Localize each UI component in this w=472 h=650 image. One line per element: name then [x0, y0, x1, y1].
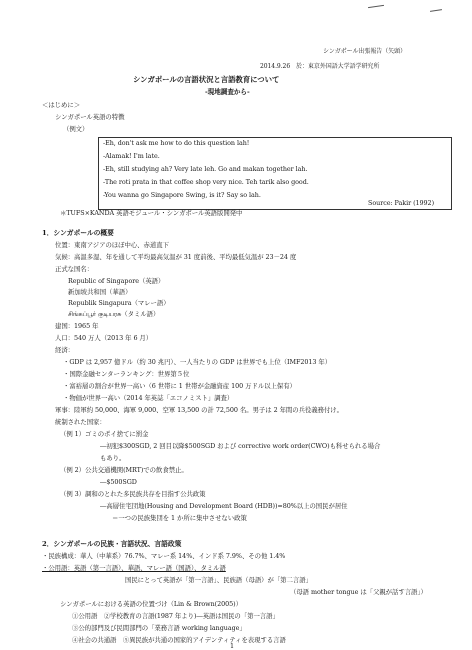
first-second-language-line: 国民にとって英語が「第一言語」、民族語（母語）が「第二言語」	[125, 576, 312, 584]
section-1-heading: 1．シンガポールの概要	[42, 229, 114, 237]
example-label: （例文）	[63, 125, 89, 133]
example-sentence: -The roti prata in that coffee shop very nice. Teh tarik also good.	[103, 178, 309, 186]
intro-heading: ＜はじめに＞	[42, 101, 81, 109]
official-languages-line: ・公用語：英語（第一言語）、華語、マレー語（国語）、タミル語	[42, 564, 226, 572]
english-role-item: ④社会の共通語 ⑤異民族が共通の国家的アイデンティティを表現する言語	[72, 636, 286, 644]
report-label: シンガポール出張報告（矢頭）	[323, 48, 407, 55]
date-author-line: 2014.9.26 於：東京外国語大学語学研究所	[260, 63, 380, 70]
example-3-line: （例 3）調和のとれた多民族共存を目指す公共政策	[60, 490, 206, 498]
example-1-detail-cont: もあり。	[100, 454, 126, 462]
example-sentence: -Alamak! I'm late.	[103, 152, 160, 160]
ethnic-composition-line: ・民族構成：華人（中華系）76.7%、マレー系 14%、インド系 7.9%、その他 1.4%	[42, 552, 286, 560]
economy-item: ・富裕層の割合が世界一高い（6 世帯に 1 世帯が金融資産 100 万ドル以上保有）	[63, 382, 296, 390]
climate-line: 気候：高温多湿、年を通して平均最高気温が 31 度前後、平均最低気温が 23－24 度	[55, 253, 297, 261]
scan-mark	[430, 9, 442, 12]
example-2-detail: ―$500SGD	[100, 478, 137, 486]
population-line: 人口：540 万人（2013 年 6 月）	[55, 334, 153, 342]
section-2-heading: 2．シンガポールの民族・言語状況、言語政策	[42, 540, 182, 548]
economy-item: ・物価が世界一高い（2014 年英誌「エコノミスト」調査）	[63, 394, 234, 402]
example-1-line: （例 1）ゴミのポイ捨てに罰金	[60, 430, 149, 438]
economy-item: ・GDP は 2,957 億ドル（約 30 兆円）、一人当たりの GDP は世界でも上位（IMF2013 年）	[63, 358, 332, 366]
mother-tongue-note: （母語 mother tongue は「父親が話す言語」）	[290, 588, 427, 596]
example-source: Source: Pakir (1992)	[368, 199, 435, 207]
feature-label: シンガポール英語の特徴	[55, 113, 125, 121]
example-sentence: -Eh, still studying ah? Very late leh. Go and makan together lah.	[103, 165, 308, 173]
example-1-detail: ―初犯$300SGD, 2 回目以降$500SGD および corrective work order(CWO)も科せられる場合	[100, 442, 381, 450]
english-role-item: ①公用語 ②学校教育の言語(1987 年より)―英語は国民の「第一言語」	[72, 612, 279, 620]
official-name-english: Republic of Singapore（英語）	[68, 277, 165, 285]
official-name-malay: Republik Singapura（マレー語）	[68, 299, 170, 307]
military-line: 軍事：陸軍約 50,000、海軍 9,000、空軍 13,500 の計 72,500 名。男子は 2 年間の兵役義務付け。	[55, 406, 343, 414]
scan-mark	[368, 5, 384, 8]
economy-label: 経済：	[55, 346, 75, 354]
example-3-detail: ―高層住宅団地(Housing and Development Board (HDB))=80%以上の国民が居住	[100, 502, 348, 510]
example-sentence: -You wanna go Singapore Swing, is it? Say so lah.	[103, 191, 261, 199]
controlled-state-label: 統制された国家：	[55, 418, 106, 426]
example-sentence: -Eh, don't ask me how to do this question lah!	[103, 139, 250, 147]
official-name-label: 正式な国名：	[55, 265, 94, 273]
document-title: シンガポールの言語状況と言語教育について	[133, 75, 280, 84]
document-subtitle: -現地調査から-	[205, 88, 250, 96]
example-3-detail-cont: ＝一つの民族集団を 1 か所に集中させない政策	[112, 514, 247, 522]
official-name-tamil: சிங்கப்பூர் குடியரசு（タミル語）	[68, 310, 160, 318]
economy-item: ・国際金融センターランキング：世界第５位	[63, 370, 190, 378]
english-position-label: シンガポールにおける英語の位置づけ（Lin & Brown(2005)）	[60, 600, 242, 608]
official-name-chinese: 新加坡共和国（華語）	[68, 288, 132, 296]
example-2-line: （例 2）公共交通機関(MRT)での飲食禁止。	[60, 466, 188, 474]
location-line: 位置：東南アジアのほぼ中心、赤道直下	[55, 241, 169, 249]
development-note: ＊TUFS×KANDA 英語モジュール・シンガポール英語版開発中	[60, 209, 243, 217]
page-number: 1	[230, 642, 235, 650]
founding-line: 建国：1965 年	[55, 322, 99, 330]
english-role-item: ③公的部門及び民間部門の「業務言語 working language」	[72, 624, 246, 632]
